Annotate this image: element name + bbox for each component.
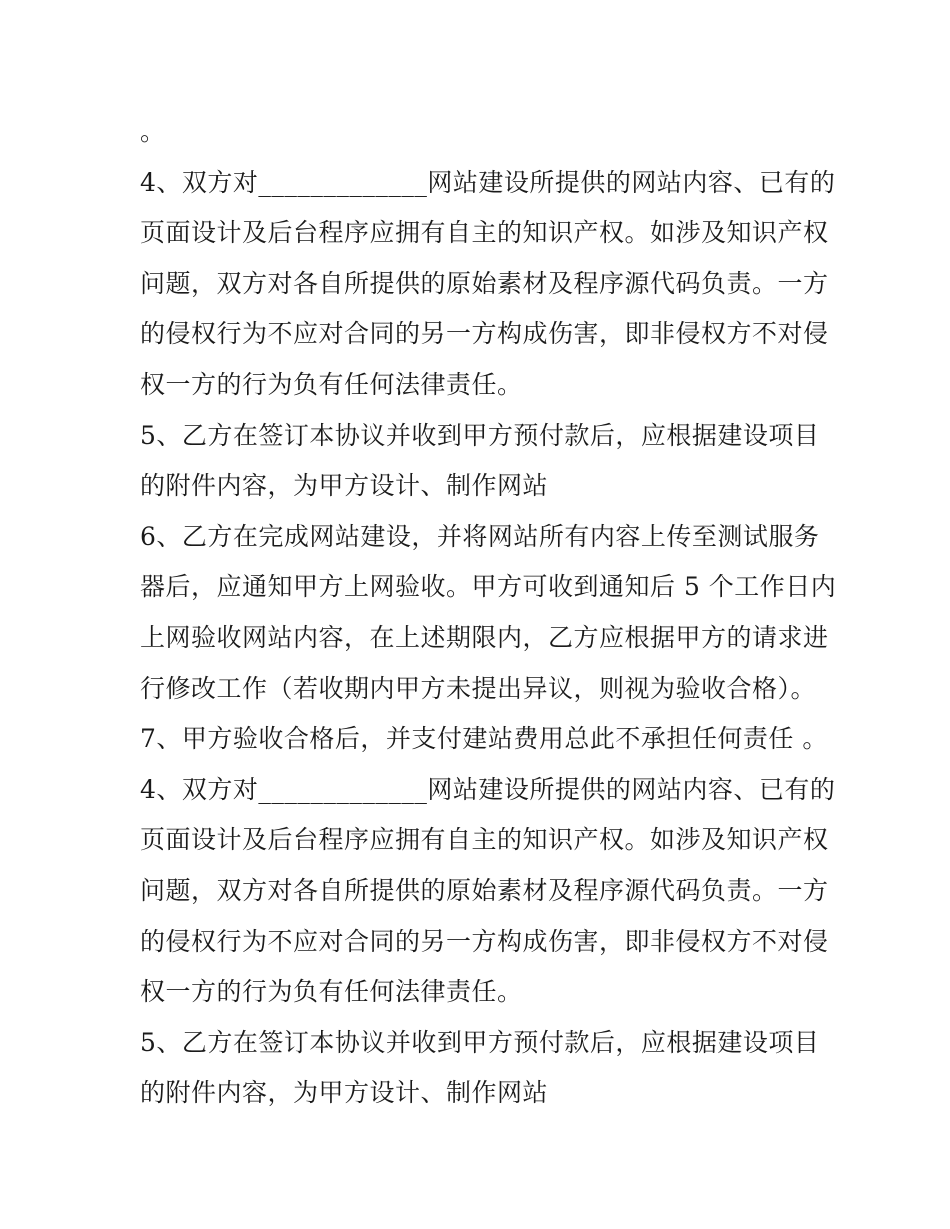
text-line-20: 的附件内容，为甲方设计、制作网站 xyxy=(140,1078,549,1108)
text-line-5: 的侵权行为不应对合同的另一方构成伤害，即非侵权方不对侵 xyxy=(140,319,829,349)
text-line-17: 的侵权行为不应对合同的另一方构成伤害，即非侵权方不对侵 xyxy=(140,926,829,956)
text-line-19: 5、乙方在签订本协议并收到甲方预付款后，应根据建设项目 xyxy=(140,1027,820,1057)
text-line-3: 页面设计及后台程序应拥有自主的知识产权。如涉及知识产权 xyxy=(140,218,829,248)
text-line-15: 页面设计及后台程序应拥有自主的知识产权。如涉及知识产权 xyxy=(140,825,829,855)
document-body xyxy=(140,107,837,1119)
text-line-18: 权一方的行为负有任何法律责任。 xyxy=(140,977,523,1007)
text-line-2: 4、双方对_____________网站建设所提供的网站内容、已有的 xyxy=(140,167,836,197)
text-line-9: 6、乙方在完成网站建设，并将网站所有内容上传至测试服务 xyxy=(140,521,820,551)
text-line-16: 问题，双方对各自所提供的原始素材及程序源代码负责。一方 xyxy=(140,875,829,905)
text-line-8: 的附件内容，为甲方设计、制作网站 xyxy=(140,471,549,501)
text-line-7: 5、乙方在签订本协议并收到甲方预付款后，应根据建设项目 xyxy=(140,420,820,450)
text-line-1: 。 xyxy=(140,117,166,146)
text-line-12: 行修改工作（若收期内甲方未提出异议，则视为验收合格）。 xyxy=(140,673,817,703)
text-line-4: 问题，双方对各自所提供的原始素材及程序源代码负责。一方 xyxy=(140,268,829,298)
text-line-6: 权一方的行为负有任何法律责任。 xyxy=(140,369,523,399)
text-line-11: 上网验收网站内容，在上述期限内，乙方应根据甲方的请求进 xyxy=(140,622,829,652)
text-line-10: 器后，应通知甲方上网验收。甲方可收到通知后 5 个工作日内 xyxy=(140,572,837,602)
text-line-13: 7、甲方验收合格后，并支付建站费用总此不承担任何责任 。 xyxy=(140,724,828,754)
text-line-14: 4、双方对_____________网站建设所提供的网站内容、已有的 xyxy=(140,774,836,804)
